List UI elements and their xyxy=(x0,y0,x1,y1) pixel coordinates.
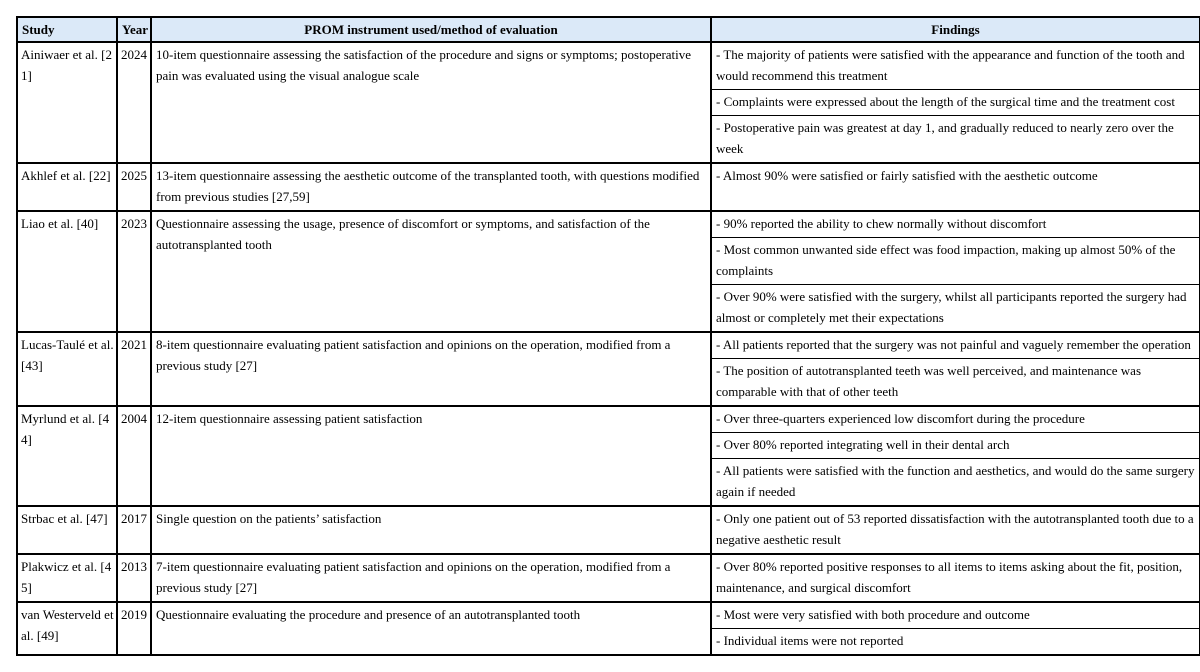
year-cell: 2025 xyxy=(117,163,151,211)
year-cell: 2023 xyxy=(117,211,151,332)
table-row xyxy=(17,332,1200,359)
year-cell: 2013 xyxy=(117,554,151,602)
prom-cell: 7-item questionnaire evaluating patient satisfaction and opinions on the operation, modified from a previous study [27] xyxy=(151,554,711,602)
year-cell: 2017 xyxy=(117,506,151,554)
study-cell: Strbac et al. [47] xyxy=(17,506,117,554)
study-cell: Ainiwaer et al. [21] xyxy=(17,42,117,163)
finding-cell: - Individual items were not reported xyxy=(711,629,1200,656)
finding-cell: - Most common unwanted side effect was food impaction, making up almost 50% of the complaints xyxy=(711,238,1200,285)
prom-cell: 10-item questionnaire assessing the satisfaction of the procedure and signs or symptoms; postoperative pain was evaluated using the visual analogue scale xyxy=(151,42,711,163)
study-cell: Akhlef et al. [22] xyxy=(17,163,117,211)
table-row xyxy=(17,406,1200,433)
column-header-year: Year xyxy=(117,17,151,42)
study-cell: Lucas-Taulé et al. [43] xyxy=(17,332,117,406)
finding-cell: - Most were very satisfied with both procedure and outcome xyxy=(711,602,1200,629)
finding-cell: - 90% reported the ability to chew normally without discomfort xyxy=(711,211,1200,238)
prom-cell: Single question on the patients’ satisfaction xyxy=(151,506,711,554)
finding-cell: - Over three-quarters experienced low discomfort during the procedure xyxy=(711,406,1200,433)
year-cell: 2021 xyxy=(117,332,151,406)
table-row xyxy=(17,554,1200,602)
column-header-prom: PROM instrument used/method of evaluation xyxy=(151,17,711,42)
prom-studies-table xyxy=(16,16,1200,656)
finding-cell: - Complaints were expressed about the length of the surgical time and the treatment cost xyxy=(711,90,1200,116)
finding-cell: - Over 90% were satisfied with the surgery, whilst all participants reported the surgery had almost or completely met their expectations xyxy=(711,285,1200,333)
prom-cell: Questionnaire assessing the usage, presence of discomfort or symptoms, and satisfaction of the autotransplanted tooth xyxy=(151,211,711,332)
prom-cell: 12-item questionnaire assessing patient satisfaction xyxy=(151,406,711,506)
finding-cell: - Almost 90% were satisfied or fairly satisfied with the aesthetic outcome xyxy=(711,163,1200,211)
year-cell: 2019 xyxy=(117,602,151,655)
prom-cell: Questionnaire evaluating the procedure and presence of an autotransplanted tooth xyxy=(151,602,711,655)
finding-cell: - Over 80% reported integrating well in their dental arch xyxy=(711,433,1200,459)
finding-cell: - All patients reported that the surgery was not painful and vaguely remember the operation xyxy=(711,332,1200,359)
study-cell: van Westerveld et al. [49] xyxy=(17,602,117,655)
column-header-study: Study xyxy=(17,17,117,42)
finding-cell: - Postoperative pain was greatest at day 1, and gradually reduced to nearly zero over the week xyxy=(711,116,1200,164)
table-row xyxy=(17,211,1200,238)
study-cell: Myrlund et al. [44] xyxy=(17,406,117,506)
finding-cell: - Only one patient out of 53 reported dissatisfaction with the autotransplanted tooth due to a negative aesthetic result xyxy=(711,506,1200,554)
prom-cell: 13-item questionnaire assessing the aesthetic outcome of the transplanted tooth, with questions modified from previous studies [27,59] xyxy=(151,163,711,211)
table-row xyxy=(17,163,1200,211)
year-cell: 2004 xyxy=(117,406,151,506)
finding-cell: - All patients were satisfied with the function and aesthetics, and would do the same surgery again if needed xyxy=(711,459,1200,507)
year-cell: 2024 xyxy=(117,42,151,163)
column-header-findings: Findings xyxy=(711,17,1200,42)
finding-cell: - Over 80% reported positive responses to all items to items asking about the fit, position, maintenance, and surgical discomfort xyxy=(711,554,1200,602)
prom-cell: 8-item questionnaire evaluating patient satisfaction and opinions on the operation, modified from a previous study [27] xyxy=(151,332,711,406)
study-cell: Liao et al. [40] xyxy=(17,211,117,332)
finding-cell: - The position of autotransplanted teeth was well perceived, and maintenance was comparable with that of other teeth xyxy=(711,359,1200,407)
header-row xyxy=(17,17,1200,42)
finding-cell: - The majority of patients were satisfied with the appearance and function of the tooth and would recommend this treatment xyxy=(711,42,1200,90)
table-row xyxy=(17,506,1200,554)
table-row xyxy=(17,42,1200,90)
study-cell: Plakwicz et al. [45] xyxy=(17,554,117,602)
table-row xyxy=(17,602,1200,629)
